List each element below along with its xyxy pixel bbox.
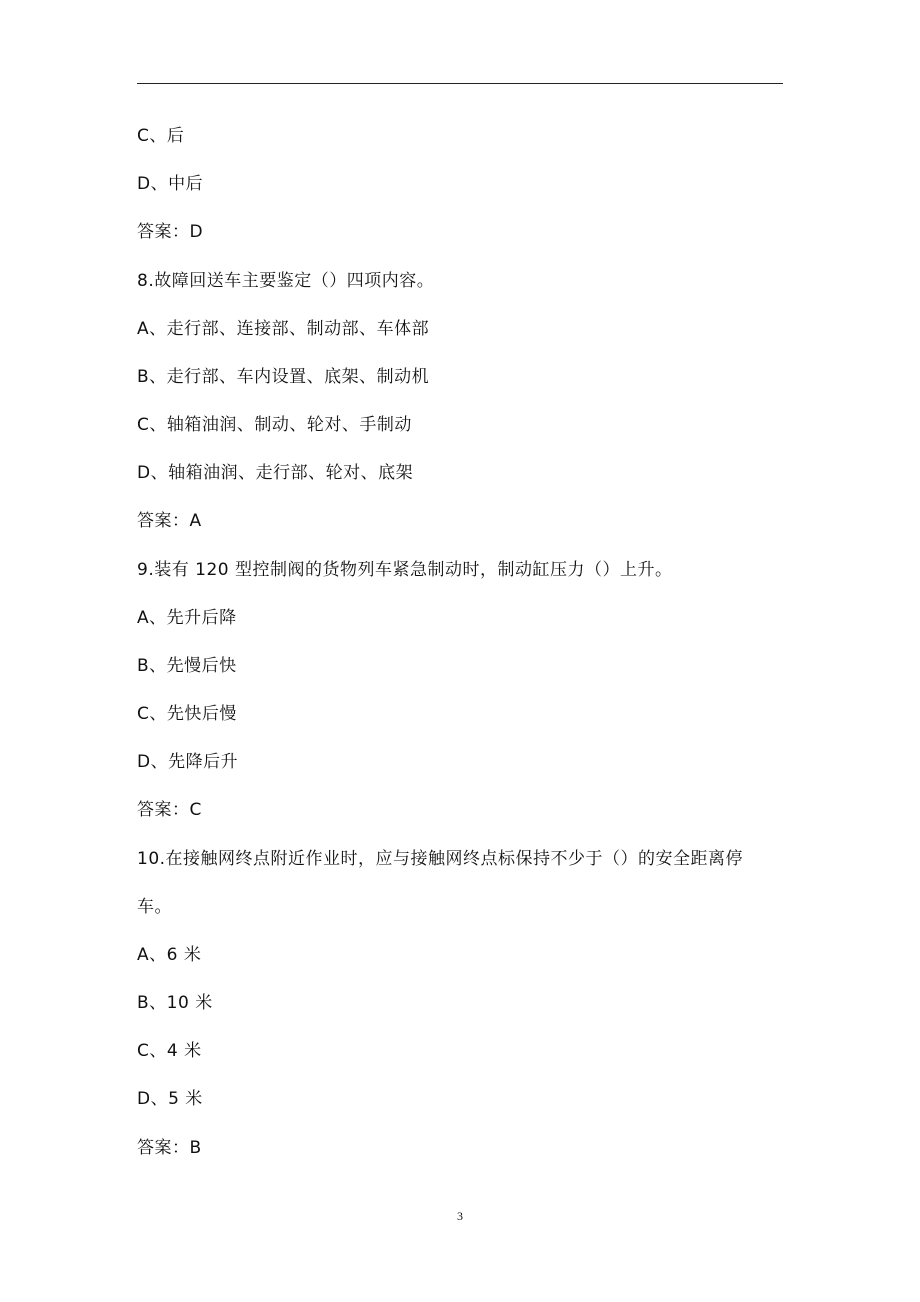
q9-option-c: C、先快后慢 (137, 704, 237, 724)
q10-option-d: D、5 米 (137, 1089, 203, 1109)
q10-option-b: B、10 米 (137, 993, 213, 1013)
q9-option-d: D、先降后升 (137, 752, 239, 772)
q10-stem-line-2: 车。 (137, 897, 172, 917)
q10-option-c: C、4 米 (137, 1041, 202, 1061)
q9-option-b: B、先慢后快 (137, 656, 237, 676)
q10-answer: 答案：B (137, 1138, 202, 1158)
q7-option-c: C、后 (137, 126, 185, 146)
q8-answer: 答案：A (137, 511, 202, 531)
q7-answer: 答案：D (137, 222, 204, 242)
q8-option-a: A、走行部、连接部、制动部、车体部 (137, 319, 430, 339)
q8-option-d: D、轴箱油润、走行部、轮对、底架 (137, 463, 414, 483)
q10-stem-line-1: 10.在接触网终点附近作业时，应与接触网终点标保持不少于（）的安全距离停 (137, 849, 744, 869)
q10-option-a: A、6 米 (137, 945, 202, 965)
q9-answer: 答案：C (137, 800, 202, 820)
header-rule (137, 83, 783, 84)
q8-option-b: B、走行部、车内设置、底架、制动机 (137, 367, 430, 387)
q8-stem: 8.故障回送车主要鉴定（）四项内容。 (137, 271, 435, 291)
q9-stem: 9.装有 120 型控制阀的货物列车紧急制动时，制动缸压力（）上升。 (137, 560, 673, 580)
page-number: 3 (457, 1209, 463, 1223)
q8-option-c: C、轴箱油润、制动、轮对、手制动 (137, 415, 412, 435)
q9-option-a: A、先升后降 (137, 608, 237, 628)
q7-option-d: D、中后 (137, 174, 204, 194)
